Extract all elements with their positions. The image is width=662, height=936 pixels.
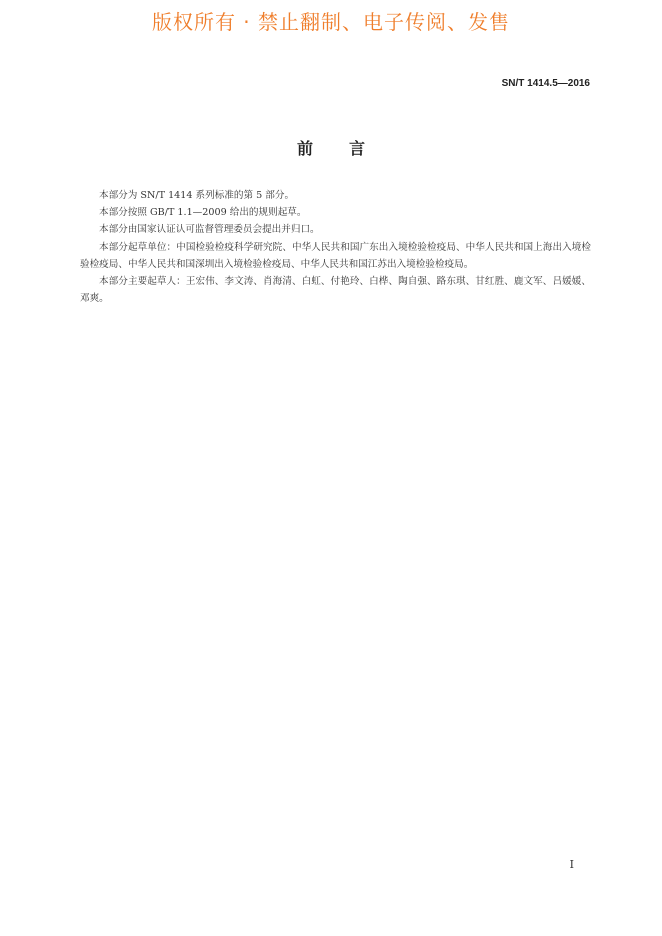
paragraph-drafting-rules: 本部分按照 GB/T 1.1—2009 给出的规则起草。 (99, 207, 307, 219)
page-title: 前言 (296, 139, 401, 158)
standard-code: SN/T 1414.5—2016 (501, 78, 590, 89)
page-number: I (569, 858, 574, 871)
paragraph-drafters: 本部分主要起草人：王宏伟、李文涛、肖海清、白虹、付艳玲、白桦、陶自强、路东琪、甘红胜、鹿文军、吕媛媛、邓爽。 (80, 276, 591, 305)
paragraph-series: 本部分为 SN/T 1414 系列标准的第 5 部分。 (99, 190, 295, 201)
paragraph-proposer: 本部分由国家认证认可监督管理委员会提出并归口。 (99, 224, 320, 236)
foreword-body (80, 187, 591, 307)
paragraph-drafting-units: 本部分起草单位：中国检验检疫科学研究院、中华人民共和国广东出入境检验检疫局、中华人民共和国上海出入境检验检疫局、中华人民共和国深圳出入境检验检疫局、中华人民共和国江苏出入境检验检疫局。 (80, 241, 591, 270)
copyright-watermark: 版权所有 · 禁止翻制、电子传阅、发售 (151, 10, 511, 34)
